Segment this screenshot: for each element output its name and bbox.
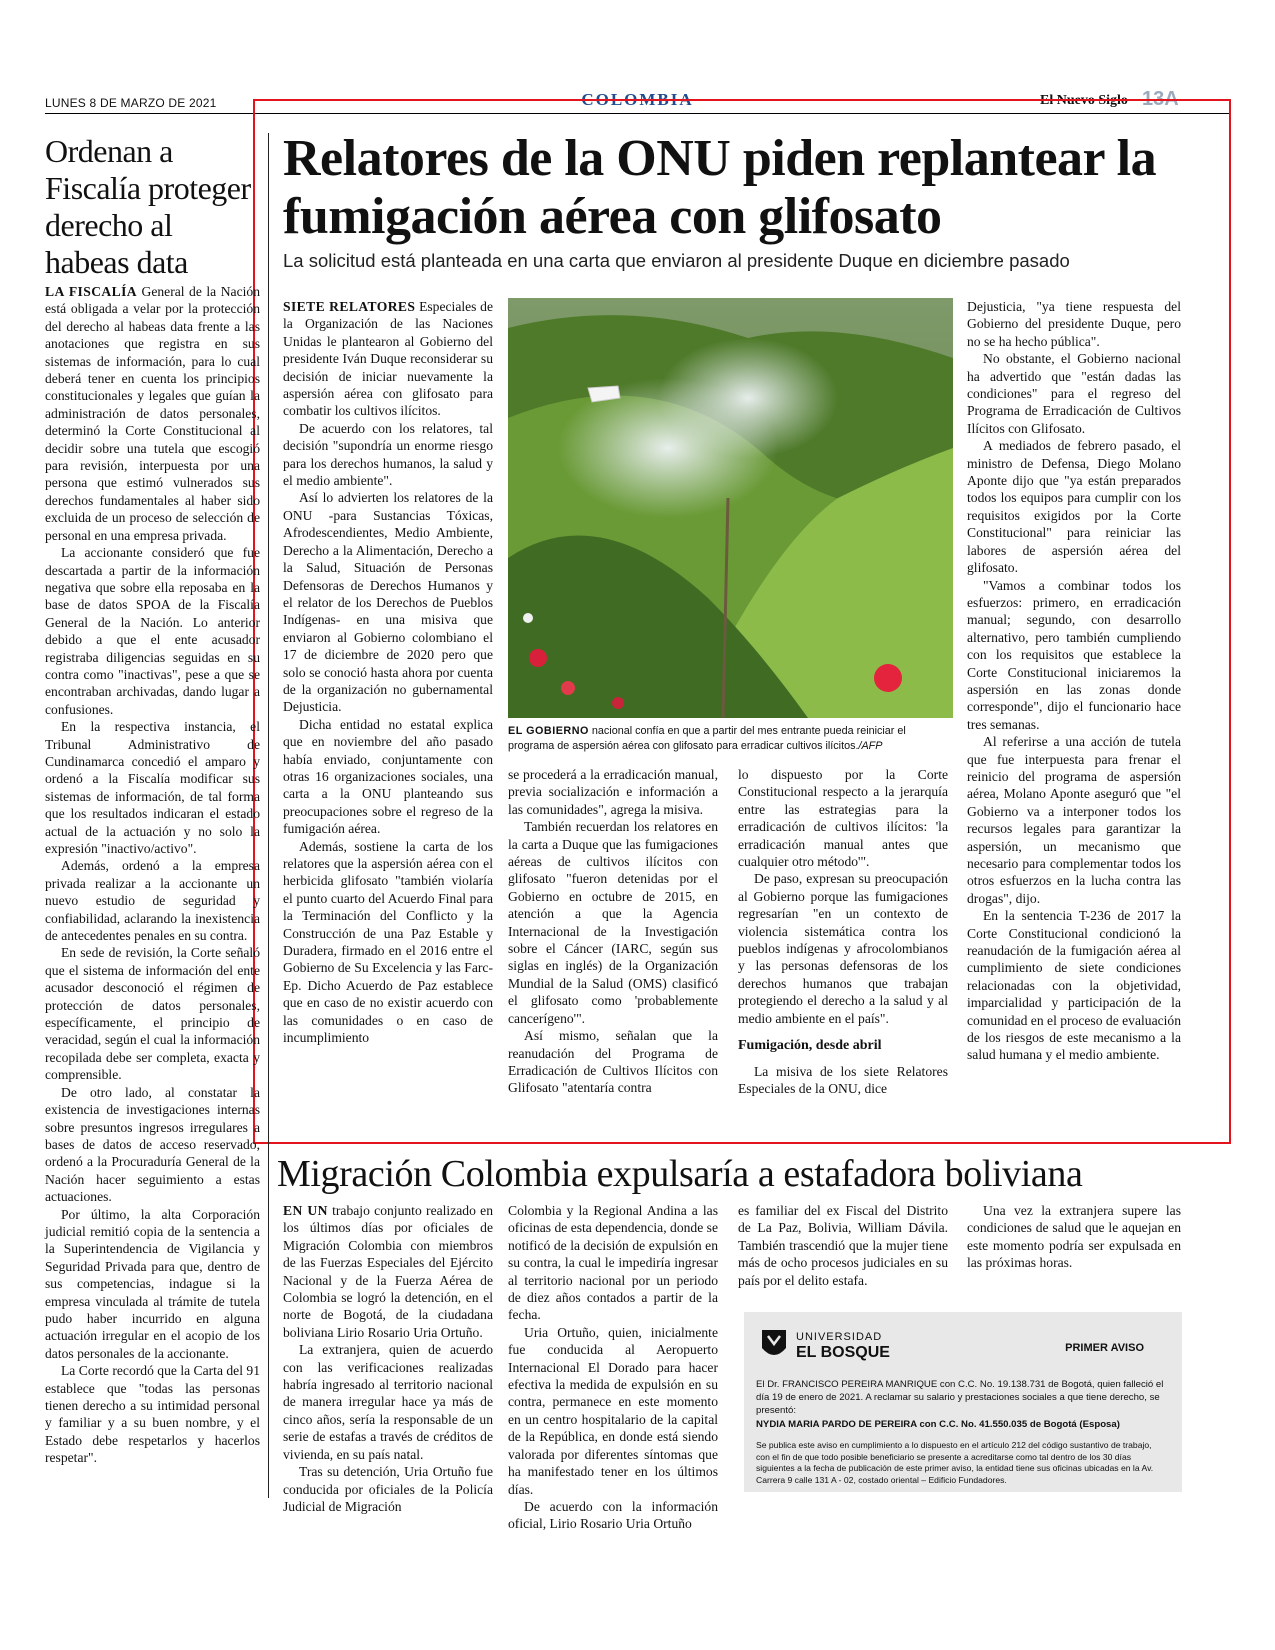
main-column-2: se procederá a la erradicación manual, previa socialización e información a las comunidades", agrega la misiva. También recuerdan los relatores en la carta a Duque que las fumigaciones aéreas de cultivos ilícitos con glifosato "fueron detenidas por el Gobierno en octubre de 2015, en atención a que la Agencia Internacional de la Investigación sobre el Cáncer (IARC, según sus siglas en inglés) de la Organización Mundial de la Salud (OMS) clasificó el glifosato como 'probablemente cancerígeno'". Así mismo, señalan que la reanudación del Programa de Erradicación de Cultivos Ilícitos con Glifosato "atentaría contra	[508, 767, 718, 1096]
newspaper-brand: El Nuevo Siglo	[1040, 93, 1128, 108]
photo-caption: EL GOBIERNO nacional confía en que a partir del mes entrante pueda reiniciar el programa de aspersión aérea con glifosato para erradicar cultivos ilícitos./AFP	[508, 725, 906, 752]
side-paragraph: Por último, la alta Corporación judicial remitió copia de la sentencia a la Superintendencia de Vigilancia y Seguridad Privada para que, dentro de sus competencias, indague si la empresa vinculada al trámite de tutela pudo haber incurrido en alguna actuación irregular en el acopio de los datos personales de la accionante.	[45, 1206, 260, 1361]
side-article-body	[45, 283, 260, 1467]
migration-column-2: Colombia y la Regional Andina a las oficinas de esta dependencia, donde se notificó de la decisión de expulsión en su contra, la cual le impediría ingresar al territorio nacional por un periodo de diez años contados a partir de la fecha. Uria Ortuño, quien, inicialmente fue conducida al Aeropuerto Internacional El Dorado para hacer efectiva la medida de expulsión en su contra, permanece en este momento en un centro hospitalario de la capital de la República, en donde está siendo valorada por diferentes síntomas que ha manifestado tener en los últimos días. De acuerdo con la información oficial, Lirio Rosario Uria Ortuño	[508, 1203, 718, 1532]
side-paragraph: La accionante consideró que fue descartada a partir de la información negativa que sobre ella reposaba en la base de datos SPOA de la Fiscalía General de la Nación. Lo anterior debido a que el ente acusador registraba diligencias seguidas en su contra como "inactivas", pese a que se encontraban archivadas, dando lugar a confusiones.	[45, 545, 260, 717]
notice-label: PRIMER AVISO	[1065, 1342, 1144, 1354]
side-paragraph: De otro lado, al constatar la existencia de investigaciones internas sobre presuntos ingresos irregulares a bases de datos de acceso reservado, ordenó a la Procuraduría General de la Nación hacer seguimiento a estas actuaciones.	[45, 1084, 260, 1205]
side-paragraph: En sede de revisión, la Corte señaló que el sistema de información del ente acusador desconoció el régimen de protección de datos personales, específicamente, el principio de veracidad, según el cual la información recopilada debe ser completa, exacta y comprensible.	[45, 945, 260, 1083]
side-article-title: Ordenan a Fiscalía proteger derecho al habeas data	[45, 133, 251, 280]
migration-column-3: es familiar del ex Fiscal del Distrito de La Paz, Bolivia, William Dávila. También trascendió que la mujer tiene más de ocho procesos judiciales en su país por el delito estafa.	[738, 1203, 948, 1288]
notice-beneficiary: NYDIA MARIA PARDO DE PEREIRA con C.C. No. 41.550.035 de Bogotá (Esposa)	[756, 1419, 1120, 1430]
side-paragraph: En la respectiva instancia, el Tribunal Administrativo de Cundinamarca concedió el amparo y ordenó a la Fiscalía modificar sus sistemas de información, de tal forma que los resultados indicaran el estado actual de la actuación y no solo la expresión "inactivo/activo".	[45, 719, 260, 856]
university-emblem-icon	[760, 1328, 788, 1362]
migration-article-title: Migración Colombia expulsaría a estafadora boliviana	[277, 1153, 1083, 1195]
main-lead: SIETE RELATORES	[283, 299, 416, 314]
side-paragraph: Además, ordenó a la empresa privada realizar a la accionante un nuevo estudio de seguridad y confiabilidad, aclarando la inexistencia de antecedentes penales en su contra.	[45, 858, 260, 944]
column-divider	[268, 133, 269, 1498]
subheading: Fumigación, desde abril	[738, 1038, 882, 1054]
side-lead: LA FISCALÍA	[45, 284, 138, 299]
migration-lead: EN UN	[283, 1203, 328, 1218]
main-column-1: SIETE RELATORES Especiales de la Organización de las Naciones Unidas le plantearon al Gobierno del presidente Iván Duque reconsiderar su decisión de iniciar nuevamente la aspersión aérea con glifosato para combatir los cultivos ilícitos. De acuerdo con los relatores, tal decisión "supondría un enorme riesgo para los derechos humanos, la salud y el medio ambiente". Así lo advierten los relatores de la ONU -para Sustancias Tóxicas, Afrodescendientes, Medio Ambiente, Derecho a la Alimentación, Derecho a la Salud, Situación de Personas Defensoras de Derechos Humanos y el relator de los Derechos de Pueblos Indígenas- en una misiva que enviaron al Gobierno colombiano el 17 de diciembre de 2020 pero que solo se conoció hasta ahora por cuenta de la organización no gubernamental Dejusticia. Dicha entidad no estatal explica que en noviembre del año pasado había enviado, conjuntamente con otras 16 organizaciones sociales, una carta a la ONU planteando sus preocupaciones sobre el regreso de la fumigación aérea. Además, sostiene la carta de los relatores que la aspersión aérea con el herbicida glifosato "también violaría el punto cuarto del Acuerdo Final para la Terminación del Conflicto y la Construcción de una Paz Estable y Duradera, firmado en el 2016 entre el Gobierno de Su Excelencia y las Farc-Ep. Dicho Acuerdo de Paz establece que en caso de no existir acuerdo con las comunidades o en caso de incumplimiento	[283, 299, 494, 1046]
side-paragraph: La Corte recordó que la Carta del 91 establece que "todas las personas tienen derecho a su intimidad personal y familiar y a su buen nombre, y el Estado debe respetarlos y hacerlos respetar".	[45, 1363, 260, 1466]
notice-legal-text: Se publica este aviso en cumplimiento a lo dispuesto en el artículo 212 del código sustantivo de trabajo, con el fin de que todo posible beneficiario se presente a acreditarse como tal dentro de los 30 días siguientes a la fecha de publicación de este primer aviso, la entidad tiene sus oficinas ubicadas en la Av. Carrera 9 calle 131 A - 02, costado oriental – Edificio Fundadores.	[756, 1440, 1154, 1485]
fumigation-photo	[508, 298, 953, 718]
side-paragraph: LA FISCALÍA General de la Nación está obligada a velar por la protección del derecho al habeas data frente a las anotaciones que registra en sus sistemas de información, para lo cual deberá tener en cuenta los principios constitucionales y legales que guían la administración de datos personales, determinó la Corte Constitucional al decidir sobre una tutela que escogió para revisión, interpuesta por una persona que estimó vulnerados sus derechos fundamentales al haber sido excluida de un proceso de selección de personal en una empresa privada.	[45, 284, 260, 543]
page-number: 13A	[1142, 88, 1179, 110]
notice-text: El Dr. FRANCISCO PEREIRA MANRIQUE con C.C. No. 19.138.731 de Bogotá, quien falleció el día 19 de enero de 2021. A reclamar su salario y prestaciones sociales a que tiene derecho, se presentó:	[756, 1379, 1164, 1416]
main-article-title: Relatores de la ONU piden replantear la fumigación aérea con glifosato	[283, 130, 1157, 245]
university-logo: UNIVERSIDAD EL BOSQUE	[760, 1328, 890, 1362]
section-title: COLOMBIA	[581, 90, 694, 109]
main-column-4: Dejusticia, "ya tiene respuesta del Gobierno del presidente Duque, pero no se ha hecho pública". No obstante, el Gobierno nacional ha advertido que "están dadas las condiciones" para el regreso del Programa de Erradicación de Cultivos Ilícitos con Glifosato. A mediados de febrero pasado, el ministro de Defensa, Diego Molano Aponte dijo que "ya están preparados todos los equipos para cumplir con los requisitos exigidos por la Corte Constitucional" para reiniciar las labores de aspersión aérea del glifosato. "Vamos a combinar todos los esfuerzos: primero, en erradicación manual; segundo, con desarrollo alternativo, pero también cumpliendo con los requisitos que establece la Corte Constitucional iniciaremos la aspersión en las zonas donde corresponde", dijo el funcionario hace tres semanas. Al referirse a una acción de tutela que fue interpuesta para frenar el reinicio del programa de aspersión aérea, Molano Aponte aseguró que "el Gobierno va a interponer todos los recursos legales para garantizar la aspersión, un mecanismo que necesario para complementar todos los otros esfuerzos en la lucha contra las drogas", dijo. En la sentencia T-236 de 2017 la Corte Constitucional condicionó la reanudación de la fumigación aérea al cumplimiento de siete condiciones relacionadas con la objetividad, imparcialidad y participación de la comunidad en el proceso de evaluación de los riesgos de este mecanismo a la salud humana y el medio ambiente.	[967, 299, 1182, 1063]
page-date: LUNES 8 DE MARZO DE 2021	[45, 96, 217, 110]
migration-column-1: EN UN trabajo conjunto realizado en los últimos días por oficiales de Migración Colombia con miembros de las Fuerzas Especiales del Ejército Nacional y de la Fuerza Aérea de Colombia se logró la detención, en el norte de Bogotá, de la ciudadana boliviana Lirio Rosario Uria Ortuño. La extranjera, quien de acuerdo con las verificaciones realizadas habría ingresado al territorio nacional de manera irregular hace ya más de cinco años, sería la responsable de un serie de estafas a través de créditos de vivienda, en su país natal. Tras su detención, Uria Ortuño fue conducida por oficiales de la Policía Judicial de Migración	[283, 1203, 493, 1514]
migration-column-4: Una vez la extranjera supere las condiciones de salud que le aquejan en este momento podría ser expulsada en las próximas horas.	[967, 1203, 1181, 1271]
main-column-3: lo dispuesto por la Corte Constitucional respecto a la jerarquía entre las estrategias para la erradicación de cultivos ilícitos: 'la erradicación manual antes que cualquier otro método'". De paso, expresan su preocupación al Gobierno porque las fumigaciones regresarían "en un contexto de violencia sistemática contra los pueblos indígenas y afrocolombianos y las personas defensoras de los derechos humanos que trabajan protegiendo el derecho a la salud y al medio ambiente en el país". Fumigación, desde abril La misiva de los siete Relatores Especiales de la ONU, dice	[738, 767, 948, 1096]
legal-notice-ad	[744, 1312, 1182, 1492]
main-article-subtitle: La solicitud está planteada en una carta que enviaron al presidente Duque en diciembre pasado	[283, 250, 1070, 271]
